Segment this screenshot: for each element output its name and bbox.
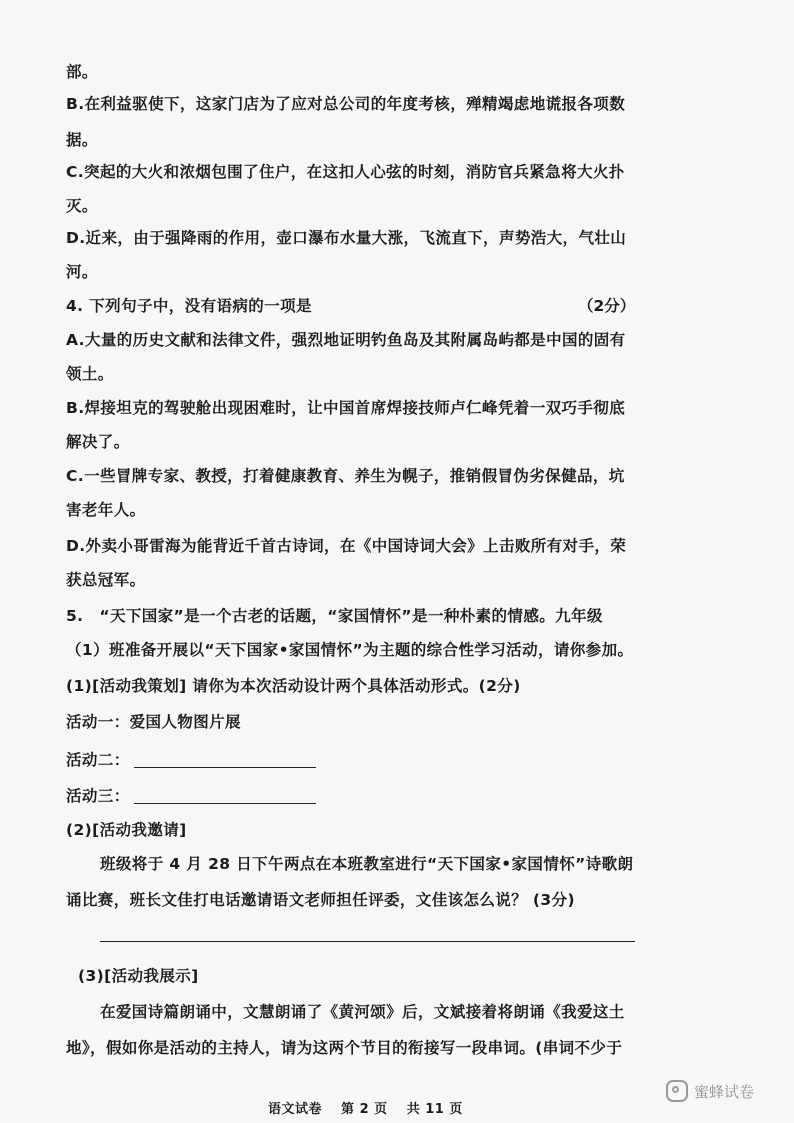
activity-3-row	[66, 784, 316, 806]
q4-option-b: B.焊接坦克的驾驶舱出现困难时，让中国首席焊接技师卢仁峰凭着一双巧手彻底	[66, 399, 626, 417]
text-line: 解决了。	[66, 433, 130, 451]
q5-part1-title: (1)[活动我策划] 请你为本次活动设计两个具体活动形式。(2分)	[66, 677, 521, 695]
footer-page-number: 第 2 页	[341, 1102, 388, 1117]
text-line: （1）班准备开展以“天下国家•家国情怀”为主题的综合性学习活动，请你参加。	[66, 641, 634, 659]
activity-3-label: 活动三：	[66, 787, 130, 805]
text-line: 据。	[66, 131, 98, 149]
option-c-q3: C.突起的大火和浓烟包围了住户，在这扣人心弦的时刻，消防官兵紧急将大火扑	[66, 163, 625, 181]
q5-part3-title: (3)[活动我展示]	[78, 967, 199, 985]
text-line: 地》，假如你是活动的主持人，请为这两个节目的衔接写一段串词。(串词不少于	[66, 1039, 623, 1057]
text-line: 领土。	[66, 365, 114, 383]
text-line: 诵比赛，班长文佳打电话邀请语文老师担任评委，文佳该怎么说？ (3分)	[66, 891, 575, 909]
activity-2-label: 活动二：	[66, 751, 130, 769]
activity-1: 活动一：爱国人物图片展	[66, 713, 241, 731]
answer-line[interactable]	[100, 941, 635, 942]
watermark	[666, 1080, 754, 1102]
q4-option-c: C.一些冒牌专家、教授，打着健康教育、养生为幌子，推销假冒伪劣保健品，坑	[66, 467, 625, 485]
q5-part2-text: 班级将于 4 月 28 日下午两点在本班教室进行“天下国家•家国情怀”诗歌朗	[100, 855, 634, 873]
footer-subject: 语文试卷	[268, 1102, 323, 1117]
activity-3-answer-blank[interactable]	[134, 802, 316, 804]
option-b-q3: B.在利益驱使下，这家门店为了应对总公司的年度考核，殚精竭虑地谎报各项数	[66, 95, 626, 113]
option-d-q3: D.近来，由于强降雨的作用，壶口瀑布水量大涨，飞流直下，声势浩大，气壮山	[66, 229, 627, 247]
text-line: 河。	[66, 263, 98, 281]
text-line: 害老年人。	[66, 501, 146, 519]
footer-total-pages: 共 11 页	[406, 1102, 463, 1117]
text-line: 灭。	[66, 197, 98, 215]
page-footer	[268, 1098, 477, 1117]
activity-2-answer-blank[interactable]	[134, 766, 316, 768]
q5-part3-text: 在爱国诗篇朗诵中，文慧朗诵了《黄河颂》后，文斌接着将朗诵《我爱这土	[100, 1003, 625, 1021]
q4-option-d: D.外卖小哥雷海为能背近千首古诗词，在《中国诗词大会》上击败所有对手，荣	[66, 537, 627, 555]
text-line: 部。	[66, 63, 98, 81]
q5-part2-title: (2)[活动我邀请]	[66, 821, 187, 839]
text-line: 获总冠军。	[66, 571, 146, 589]
logo-icon	[666, 1080, 688, 1102]
watermark-text: 蜜蜂试卷	[694, 1082, 755, 1101]
question-4-score: （2分）	[578, 297, 636, 315]
question-4-stem: 4. 下列句子中，没有语病的一项是	[66, 297, 312, 315]
question-5-intro: 5. “天下国家”是一个古老的话题，“家国情怀”是一种朴素的情感。九年级	[66, 607, 603, 625]
activity-2-row	[66, 748, 316, 770]
q4-option-a: A.大量的历史文献和法律文件，强烈地证明钓鱼岛及其附属岛屿都是中国的固有	[66, 331, 626, 349]
